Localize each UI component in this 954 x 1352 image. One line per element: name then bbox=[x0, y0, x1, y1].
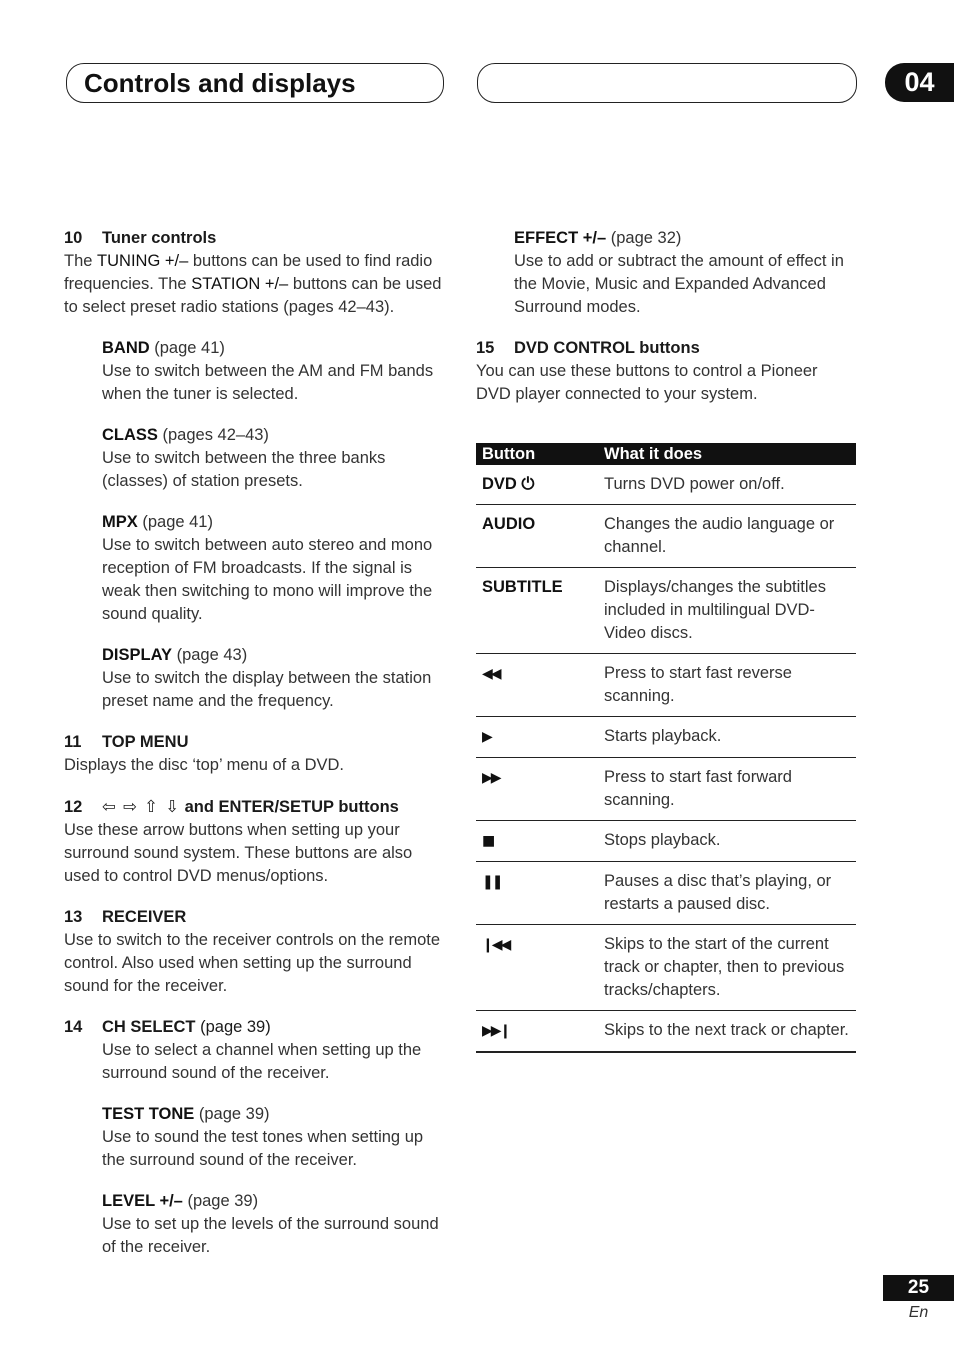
button-description: Skips to the next track or chapter. bbox=[598, 1011, 856, 1053]
chapter-number-tab: 04 bbox=[885, 63, 954, 102]
item-effect bbox=[514, 227, 856, 319]
button-cell bbox=[476, 568, 598, 654]
item-name: EFFECT +/– bbox=[514, 229, 607, 247]
table-header-row bbox=[476, 443, 856, 465]
item-description: Use to set up the levels of the surround sound of the receiver. bbox=[102, 1215, 439, 1256]
item-level bbox=[102, 1190, 444, 1259]
language-code: En bbox=[908, 1304, 929, 1321]
button-description: Press to start fast reverse scanning. bbox=[598, 654, 856, 717]
button-cell bbox=[476, 758, 598, 821]
section-top-menu bbox=[64, 731, 444, 777]
section-title: RECEIVER bbox=[102, 908, 187, 926]
button-description: Pauses a disc that’s playing, or restarts a paused disc. bbox=[598, 862, 856, 925]
section-title: TOP MENU bbox=[102, 733, 189, 751]
page-ref: (pages 42–43) bbox=[157, 426, 269, 444]
item-name: LEVEL +/– bbox=[102, 1192, 183, 1210]
section-ch-select bbox=[64, 1016, 444, 1085]
table-row bbox=[476, 505, 856, 568]
page-ref: (page 39) bbox=[182, 1192, 259, 1210]
item-description: Use to switch between auto stereo and mono reception of FM broadcasts. If the signal is weak then switching to mono will improve the sound quality. bbox=[102, 536, 433, 623]
item-description: Use to switch the display between the station preset name and the frequency. bbox=[102, 669, 432, 710]
transport-icon: ❙◀◀ bbox=[482, 937, 510, 953]
left-column bbox=[64, 227, 444, 1277]
section-title: and ENTER/SETUP buttons bbox=[180, 798, 399, 816]
page-ref: (page 39) bbox=[195, 1018, 271, 1036]
item-display bbox=[102, 644, 444, 713]
item-test-tone bbox=[102, 1103, 444, 1172]
page-ref: (page 43) bbox=[172, 646, 248, 664]
button-cell bbox=[476, 1011, 598, 1053]
button-description: Skips to the start of the current track or chapter, then to previous tracks/chapters. bbox=[598, 925, 856, 1011]
item-name: CLASS bbox=[102, 426, 158, 444]
button-label: AUDIO bbox=[482, 515, 536, 533]
table-row bbox=[476, 465, 856, 505]
button-description: Turns DVD power on/off. bbox=[598, 465, 856, 505]
page-number: 25 bbox=[883, 1275, 954, 1301]
transport-icon: ❚❚ bbox=[482, 874, 502, 890]
right-column bbox=[476, 227, 856, 424]
button-cell bbox=[476, 925, 598, 1011]
button-cell bbox=[476, 654, 598, 717]
section-title: DVD CONTROL buttons bbox=[514, 339, 700, 357]
transport-icon: ■ bbox=[482, 833, 494, 849]
item-name: TEST TONE bbox=[102, 1105, 195, 1123]
item-mpx bbox=[102, 511, 444, 626]
section-number: 12 bbox=[64, 798, 83, 816]
transport-icon: ▶▶ bbox=[482, 770, 500, 786]
button-cell bbox=[476, 821, 598, 862]
item-description: Use to switch between the three banks (classes) of station presets. bbox=[102, 449, 386, 490]
item-description: Use to sound the test tones when setting up the surround sound of the receiver. bbox=[102, 1128, 424, 1169]
column-header-description: What it does bbox=[598, 443, 856, 465]
section-heading bbox=[64, 227, 444, 250]
item-name: MPX bbox=[102, 513, 138, 531]
dvd-buttons-table bbox=[476, 443, 856, 1053]
item-class bbox=[102, 424, 444, 493]
button-description: Starts playback. bbox=[598, 717, 856, 758]
section-body: The TUNING +/– buttons can be used to find radio frequencies. The STATION +/– buttons can be used to select preset radio stations (pages 42–43). bbox=[64, 252, 442, 316]
section-heading bbox=[64, 731, 444, 754]
section-number: 14 bbox=[64, 1018, 83, 1036]
button-cell bbox=[476, 505, 598, 568]
section-heading bbox=[64, 795, 444, 819]
section-receiver bbox=[64, 906, 444, 998]
section-arrow-buttons bbox=[64, 795, 444, 888]
transport-icon: ▶▶❙ bbox=[482, 1023, 510, 1039]
section-dvd-control bbox=[476, 337, 856, 406]
section-heading bbox=[64, 906, 444, 929]
item-name: BAND bbox=[102, 339, 150, 357]
transport-icon: ▶ bbox=[482, 729, 491, 745]
table-row bbox=[476, 717, 856, 758]
button-description: Stops playback. bbox=[598, 821, 856, 862]
section-title: Tuner controls bbox=[102, 229, 217, 247]
section-body: Use to switch to the receiver controls on the remote control. Also used when setting up the surround sound for the receiver. bbox=[64, 931, 441, 995]
item-description: Use to switch between the AM and FM bands when the tuner is selected. bbox=[102, 362, 434, 403]
section-body: Use these arrow buttons when setting up your surround sound system. These buttons are also used to control DVD menus/options. bbox=[64, 821, 413, 885]
section-number: 15 bbox=[476, 339, 495, 357]
table-row bbox=[476, 654, 856, 717]
section-heading bbox=[476, 337, 856, 360]
button-cell bbox=[476, 862, 598, 925]
arrow-icons: ⇦ ⇨ ⇧ ⇩ bbox=[102, 797, 181, 816]
item-description: Use to select a channel when setting up the surround sound of the receiver. bbox=[102, 1041, 422, 1082]
page-ref: (page 39) bbox=[194, 1105, 270, 1123]
transport-icon: ◀◀ bbox=[482, 666, 500, 682]
section-body: You can use these buttons to control a Pioneer DVD player connected to your system. bbox=[476, 362, 818, 403]
button-cell bbox=[476, 465, 598, 505]
item-band bbox=[102, 337, 444, 406]
item-name: DISPLAY bbox=[102, 646, 172, 664]
item-name: CH SELECT bbox=[102, 1018, 196, 1036]
button-description: Displays/changes the subtitles included in multilingual DVD-Video discs. bbox=[598, 568, 856, 654]
table-row bbox=[476, 758, 856, 821]
button-label: SUBTITLE bbox=[482, 578, 563, 596]
table-row bbox=[476, 862, 856, 925]
table-row bbox=[476, 925, 856, 1011]
table-row bbox=[476, 821, 856, 862]
button-description: Press to start fast forward scanning. bbox=[598, 758, 856, 821]
section-number: 13 bbox=[64, 908, 83, 926]
section-body: Displays the disc ‘top’ menu of a DVD. bbox=[64, 756, 345, 774]
item-description: Use to add or subtract the amount of effect in the Movie, Music and Expanded Advanced Surround modes. bbox=[514, 252, 844, 316]
table-row bbox=[476, 568, 856, 654]
page-ref: (page 32) bbox=[606, 229, 682, 247]
button-description: Changes the audio language or channel. bbox=[598, 505, 856, 568]
table-row bbox=[476, 1011, 856, 1053]
button-label: DVD ⏻ bbox=[482, 475, 535, 493]
column-header-button: Button bbox=[476, 443, 598, 465]
section-number: 10 bbox=[64, 229, 83, 247]
section-number: 11 bbox=[64, 733, 82, 751]
section-tuner-controls bbox=[64, 227, 444, 319]
chapter-title-box bbox=[66, 63, 444, 103]
page-ref: (page 41) bbox=[149, 339, 225, 357]
page-ref: (page 41) bbox=[137, 513, 213, 531]
button-cell bbox=[476, 717, 598, 758]
section-heading bbox=[64, 1016, 444, 1039]
page-title: Controls and displays bbox=[84, 68, 356, 98]
header-blank-box bbox=[477, 63, 857, 103]
